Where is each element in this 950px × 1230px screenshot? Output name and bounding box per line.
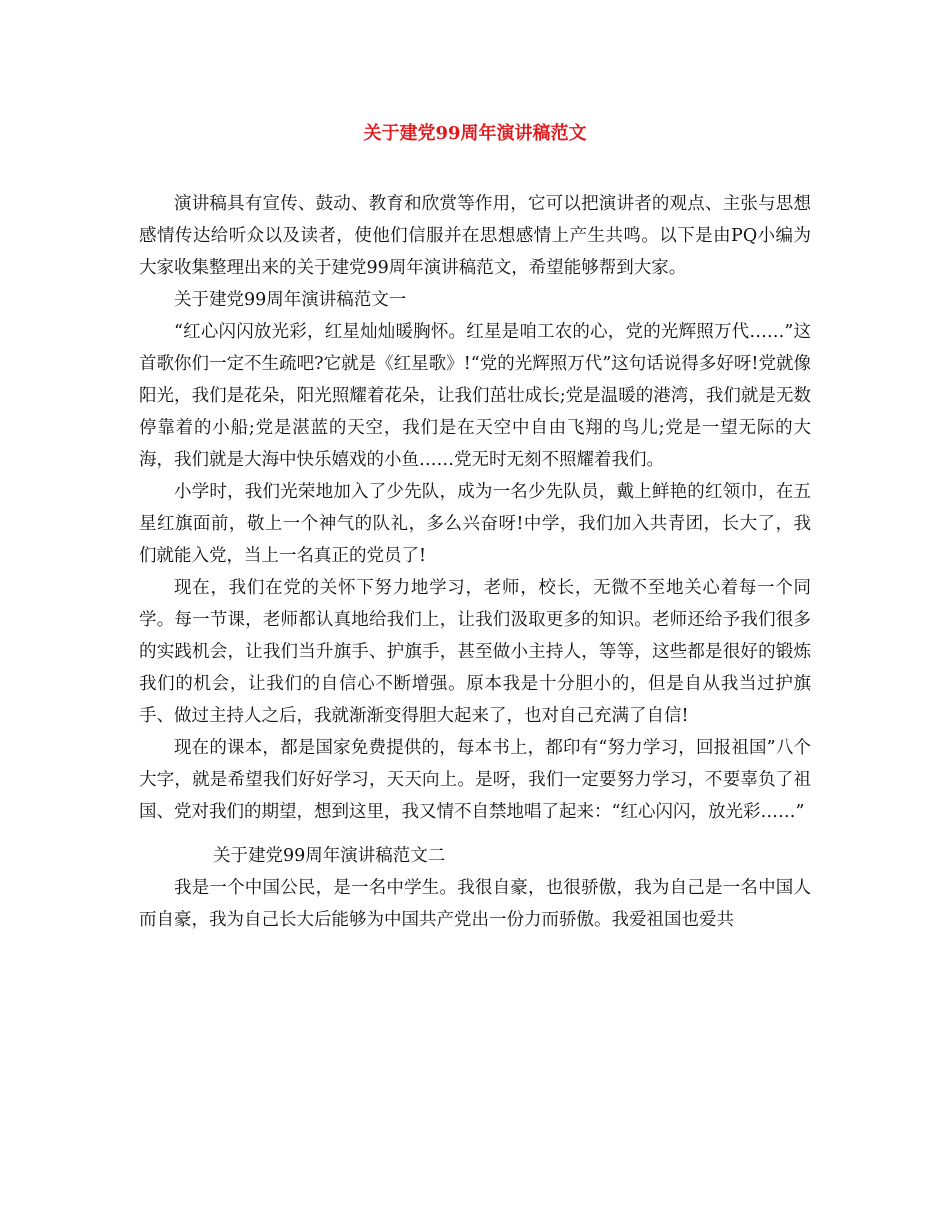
section1-paragraph: “红心闪闪放光彩，红星灿灿暖胸怀。红星是咱工农的心，党的光辉照万代……”这首歌你们一定不生疏吧?它就是《红星歌》!“党的光辉照万代”这句话说得多好呀!党就像阳光，我们是花朵，阳光照耀着花朵，让我们茁壮成长;党是温暖的港湾，我们就是无数停靠着的小船;党是湛蓝的天空，我们是在天空中自由飞翔的鸟儿;党是一望无际的大海，我们就是大海中快乐嬉戏的小鱼……党无时无刻不照耀着我们。 xyxy=(139,322,811,470)
section1-paragraph: 现在，我们在党的关怀下努力地学习，老师，校长，无微不至地关心着每一个同学。每一节课，老师都认真地给我们上，让我们汲取更多的知识。老师还给予我们很多的实践机会，让我们当升旗手、护旗手，甚至做小主持人，等等，这些都是很好的锻炼我们的机会，让我们的自信心不断增强。原本我是十分胆小的，但是自从我当过护旗手、做过主持人之后，我就渐渐变得胆大起来了，也对自己充满了自信! xyxy=(139,578,811,726)
intro-paragraph: 演讲稿具有宣传、鼓动、教育和欣赏等作用，它可以把演讲者的观点、主张与思想感情传达给听众以及读者，使他们信服并在思想感情上产生共鸣。以下是由PQ小编为大家收集整理出来的关于建党99周年演讲稿范文，希望能够帮到大家。 xyxy=(139,194,811,278)
section1-heading: 关于建党99周年演讲稿范文一 xyxy=(174,290,407,310)
section1-paragraph: 小学时，我们光荣地加入了少先队，成为一名少先队员，戴上鲜艳的红领巾，在五星红旗面前，敬上一个神气的队礼，多么兴奋呀!中学，我们加入共青团，长大了，我们就能入党，当上一名真正的党员了! xyxy=(139,482,811,566)
section1-paragraph: 现在的课本，都是国家免费提供的，每本书上，都印有“努力学习，回报祖国”八个大字，就是希望我们好好学习，天天向上。是呀，我们一定要努力学习，不要辜负了祖国、党对我们的期望，想到这里，我又情不自禁地唱了起来：“红心闪闪，放光彩……” xyxy=(139,738,811,822)
section2-paragraph: 我是一个中国公民，是一名中学生。我很自豪，也很骄傲，我为自己是一名中国人而自豪，我为自己长大后能够为中国共产党出一份力而骄傲。我爱祖国也爱共 xyxy=(139,878,811,930)
document-title: 关于建党99周年演讲稿范文 xyxy=(363,123,587,144)
document-body xyxy=(139,188,811,936)
section2-heading: 关于建党99周年演讲稿范文二 xyxy=(213,846,446,866)
